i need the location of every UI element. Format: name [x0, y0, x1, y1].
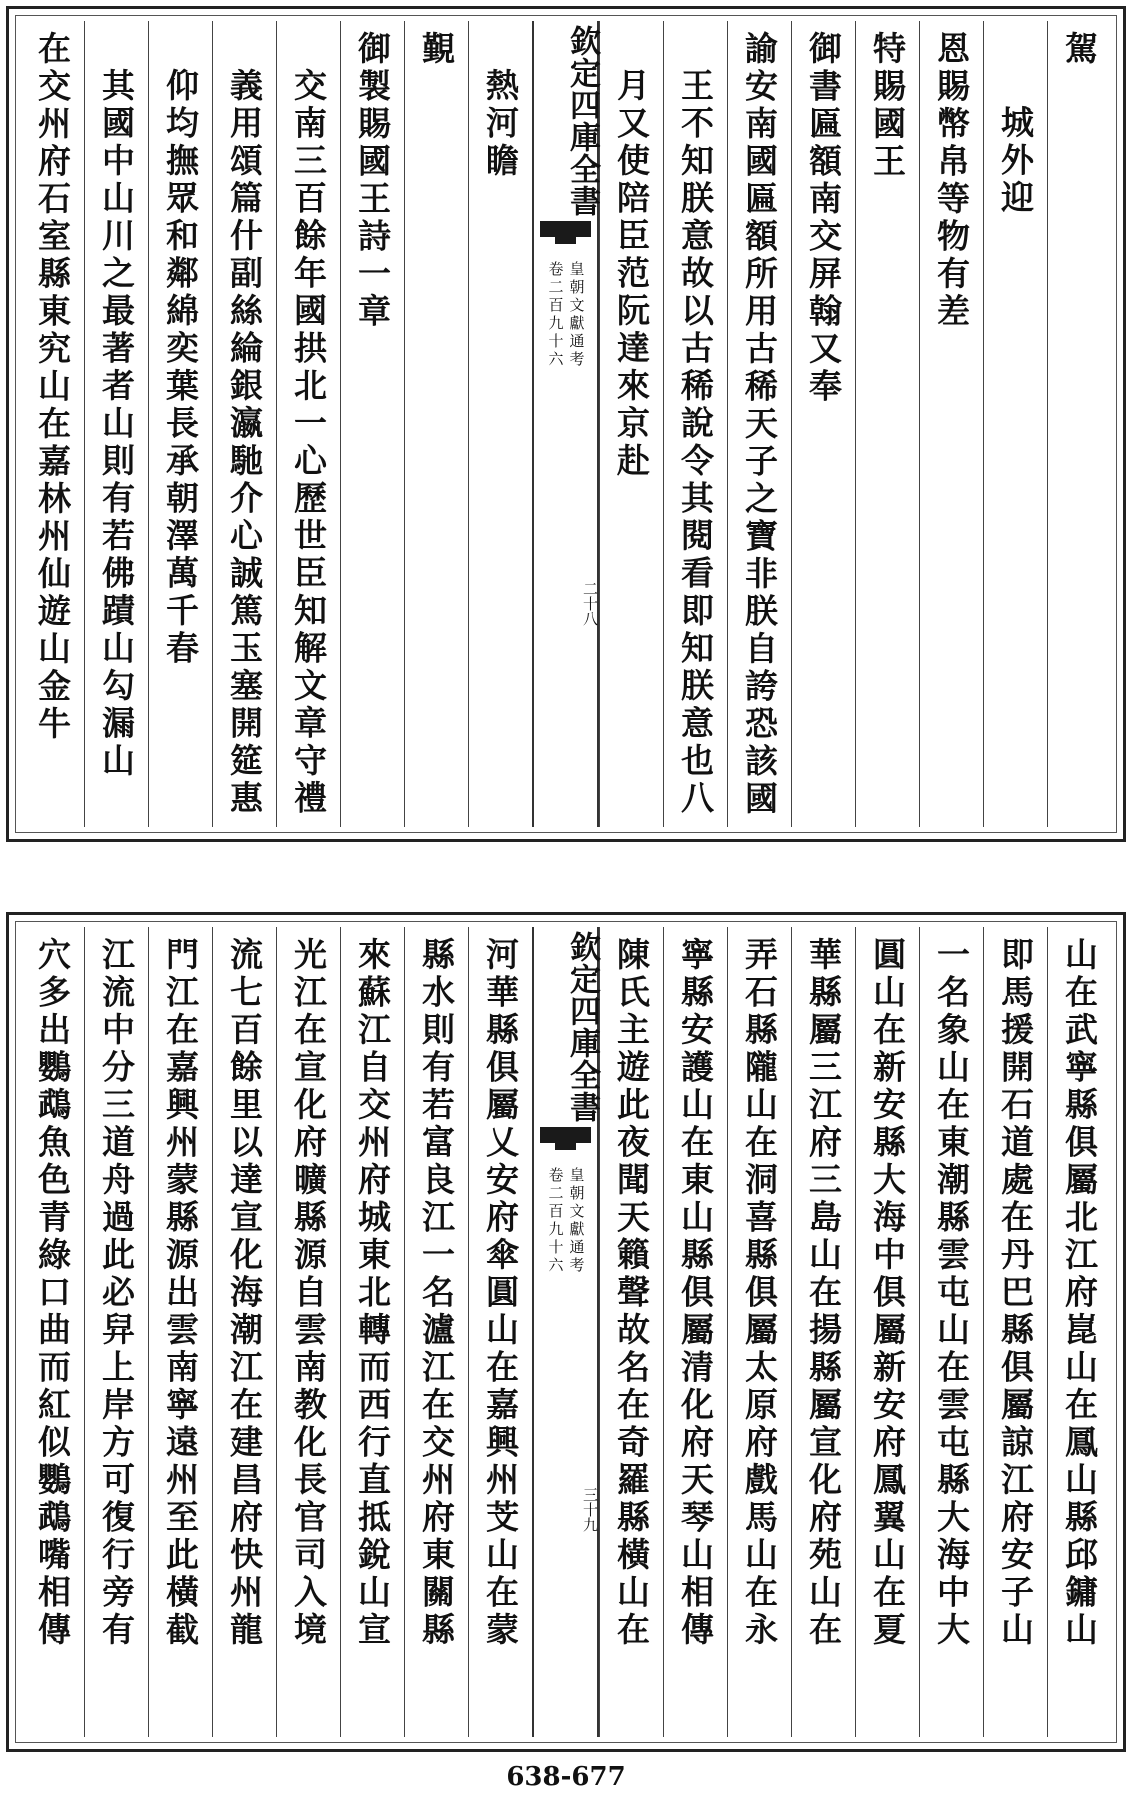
folio-number: 三十九 [581, 1487, 599, 1532]
column-text: 交南三百餘年國拱北一心歷世臣知解文章守禮 [289, 68, 328, 818]
center-margin [532, 21, 599, 827]
text-column [340, 21, 404, 827]
column-text: 光江在宣化府曠縣源自雲南教化長官司入境 [289, 937, 328, 1650]
text-column [21, 21, 84, 827]
text-column [84, 927, 148, 1737]
column-text: 即馬援開石道處在丹巴縣俱屬諒江府安子山 [996, 937, 1035, 1650]
text-column [599, 927, 663, 1737]
column-text: 其國中山川之最著者山則有若佛蹟山勾漏山 [97, 68, 136, 781]
top-page [6, 6, 1126, 842]
column-text: 縣水則有若富良江一名瀘江在交州府東關縣 [417, 937, 456, 1650]
folio-number: 二十八 [581, 581, 599, 626]
text-column [468, 21, 532, 827]
fishtail-mark [540, 1127, 591, 1143]
text-column [919, 21, 983, 827]
text-column [276, 927, 340, 1737]
column-text: 山在武寧縣俱屬北江府崑山在鳳山縣邱鏞山 [1060, 937, 1099, 1650]
column-text: 陳氏主遊此夜聞天籟聲故名在奇羅縣橫山在 [612, 937, 651, 1650]
text-column [663, 927, 727, 1737]
text-column [983, 21, 1047, 827]
column-text: 御書匾額南交屏翰又奉 [804, 31, 843, 406]
column-text: 河華縣俱屬乂安府傘圓山在嘉興州芠山在蒙 [481, 937, 520, 1650]
center-title: 欽定四庫全書 [564, 25, 600, 217]
column-text: 仰均撫眾和鄰綿奕葉長承朝澤萬千春 [161, 68, 200, 668]
text-column [148, 21, 212, 827]
text-column [1047, 21, 1111, 827]
text-column [727, 927, 791, 1737]
column-text: 駕 [1060, 31, 1099, 69]
center-note [534, 261, 597, 369]
column-text: 在交州府石室縣東究山在嘉林州仙遊山金牛 [33, 31, 72, 744]
column-text: 流七百餘里以達宣化海潮江在建昌府快州龍 [225, 937, 264, 1650]
column-text: 恩賜幣帛等物有差 [932, 31, 971, 331]
column-text: 諭安南國匾額所用古稀天子之寶非朕自誇恐該國 [740, 31, 779, 819]
top-page-columns [21, 21, 1111, 827]
text-column [468, 927, 532, 1737]
text-column [212, 927, 276, 1737]
center-margin [532, 927, 599, 1737]
column-text: 熱河瞻 [481, 68, 520, 181]
center-note-volume: 卷二百九十六 [546, 261, 565, 369]
text-column [855, 927, 919, 1737]
column-text: 王不知朕意故以古稀說令其閱看即知朕意也八 [676, 68, 715, 818]
text-column [791, 21, 855, 827]
text-column [404, 21, 468, 827]
column-text: 穴多出鸚鵡魚色青綠口曲而紅似鸚鵡嘴相傳 [33, 937, 72, 1650]
column-text: 月又使陪臣范阮達來京赴 [612, 68, 651, 481]
text-column [276, 21, 340, 827]
text-column [212, 21, 276, 827]
text-column [21, 927, 84, 1737]
text-column [727, 21, 791, 827]
text-column [855, 21, 919, 827]
text-column [663, 21, 727, 827]
column-text: 城外迎 [996, 105, 1035, 218]
column-text: 特賜國王 [868, 31, 907, 181]
column-text: 御製賜國王詩一章 [353, 31, 392, 331]
text-column [599, 21, 663, 827]
fishtail-mark [540, 221, 591, 237]
center-note [534, 1167, 597, 1275]
column-text: 覲 [417, 31, 456, 69]
center-title: 欽定四庫全書 [564, 931, 600, 1123]
bottom-page-columns [21, 927, 1111, 1737]
text-column [919, 927, 983, 1737]
text-column [84, 21, 148, 827]
center-note-book: 皇朝文獻通考 [567, 1167, 586, 1275]
column-text: 江流中分三道舟過此必舁上岸方可復行旁有 [97, 937, 136, 1650]
text-column [1047, 927, 1111, 1737]
text-column [404, 927, 468, 1737]
column-text: 弄石縣隴山在洞喜縣俱屬太原府戲馬山在永 [740, 937, 779, 1650]
column-text: 一名象山在東潮縣雲屯山在雲屯縣大海中大 [932, 937, 971, 1650]
column-text: 圓山在新安縣大海中俱屬新安府鳳翼山在夏 [868, 937, 907, 1650]
column-text: 門江在嘉興州蒙縣源出雲南寧遠州至此橫截 [161, 937, 200, 1650]
page-number: 638-677 [506, 1762, 626, 1792]
text-column [791, 927, 855, 1737]
column-text: 來蘇江自交州府城東北轉而西行直抵銳山宣 [353, 937, 392, 1650]
bottom-page [6, 912, 1126, 1752]
column-text: 寧縣安護山在東山縣俱屬清化府天琴山相傳 [676, 937, 715, 1650]
text-column [148, 927, 212, 1737]
text-column [340, 927, 404, 1737]
column-text: 義用頌篇什副絲綸銀瀛馳介心誠篤玉塞開筵惠 [225, 68, 264, 818]
center-note-book: 皇朝文獻通考 [567, 261, 586, 369]
center-note-volume: 卷二百九十六 [546, 1167, 565, 1275]
column-text: 華縣屬三江府三島山在揚縣屬宣化府苑山在 [804, 937, 843, 1650]
text-column [983, 927, 1047, 1737]
